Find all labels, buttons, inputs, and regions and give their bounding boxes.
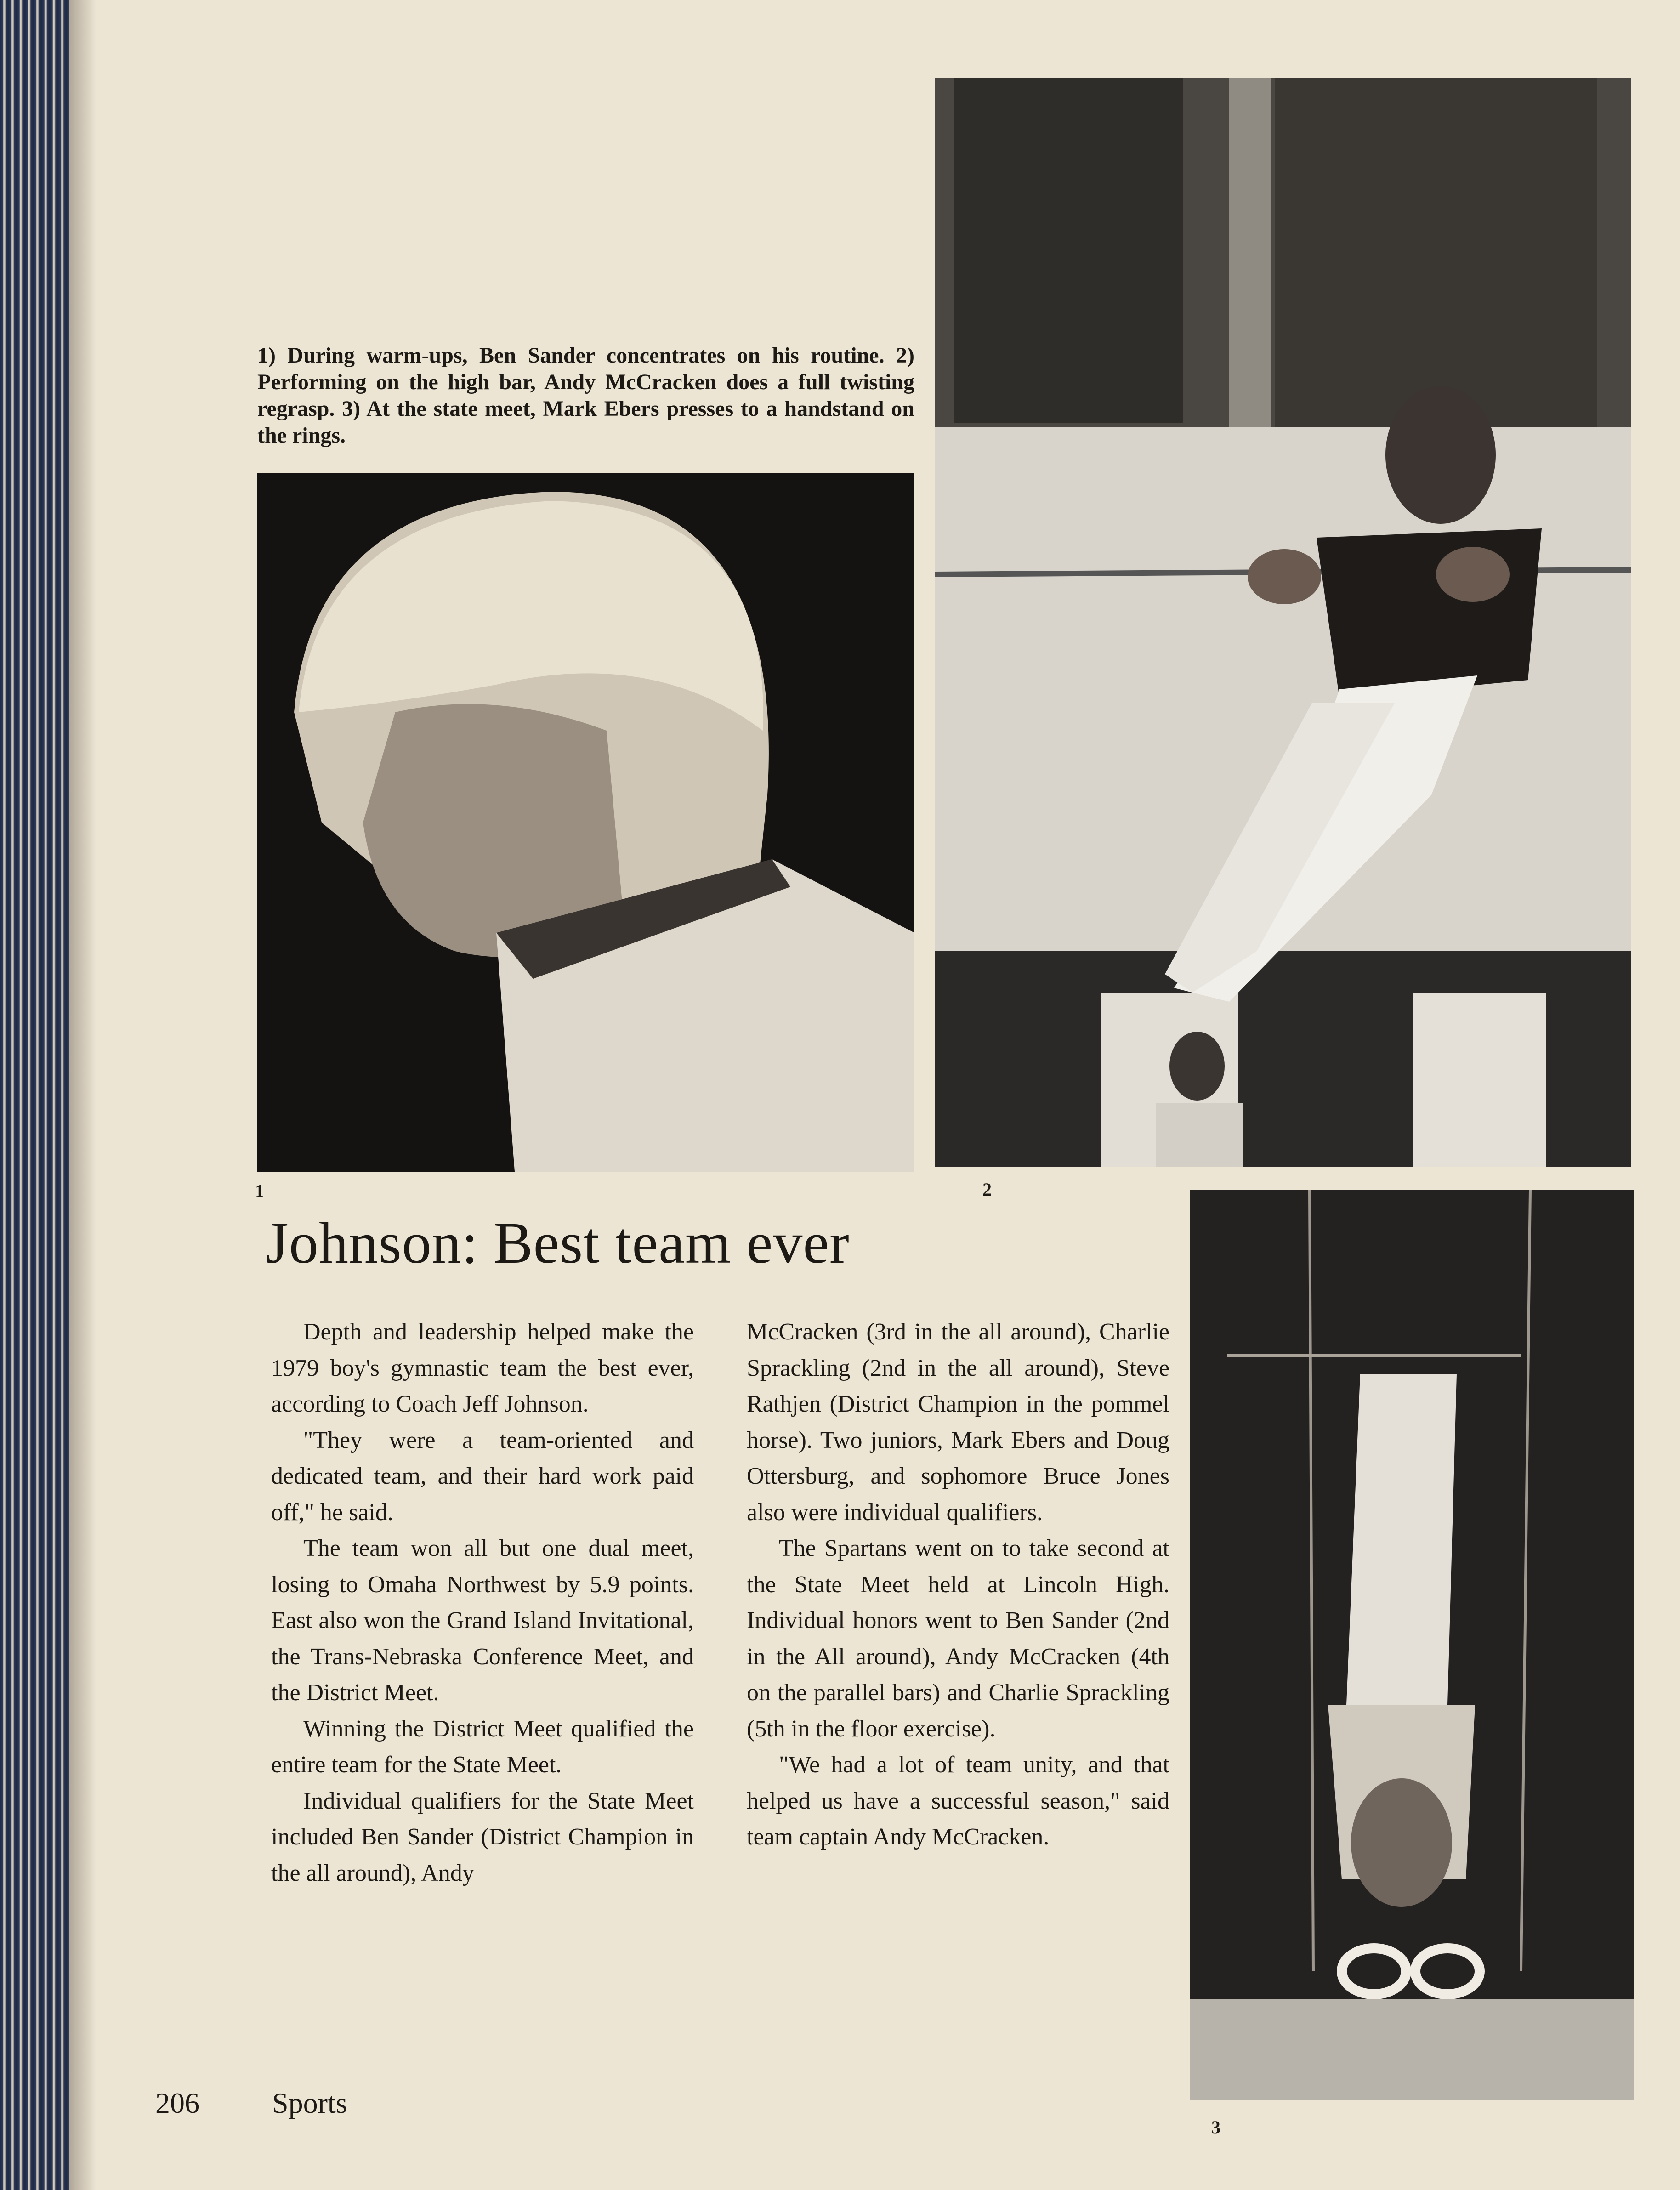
photo-warm-up-portrait	[257, 473, 914, 1172]
figure-number-2: 2	[982, 1179, 992, 1200]
figure-number-1: 1	[255, 1180, 264, 1201]
paragraph: McCracken (3rd in the all around), Charlie Sprackling (2nd in the all around), Steve Rathjen (District Champion in the pommel horse). Two juniors, Mark Ebers and Doug Ottersburg, and sophomore Bruce Jones also were individual qualifiers.	[747, 1319, 1169, 1526]
section-name: Sports	[272, 2087, 347, 2119]
paragraph: Individual qualifiers for the State Meet included Ben Sander (District Champion in the all around), Andy	[271, 1787, 694, 1886]
photo-rings-handstand	[1190, 1190, 1634, 2100]
book-binding	[0, 0, 69, 2190]
photo-caption: 1) During warm-ups, Ben Sander concentrates on his routine. 2) Performing on the high bar, Andy McCracken does a full twisting regrasp. 3) At the state meet, Mark Ebers presses to a handstand on the rings.	[257, 343, 914, 448]
binding-shadow	[69, 0, 96, 2190]
paragraph: Winning the District Meet qualified the entire team for the State Meet.	[271, 1715, 694, 1778]
paragraph: "They were a team-oriented and dedicated team, and their hard work paid off," he said.	[271, 1427, 694, 1526]
article-column-right	[747, 1314, 1169, 1855]
article-headline: Johnson: Best team ever	[266, 1210, 850, 1276]
page-number: 206	[155, 2087, 199, 2119]
photo-high-bar	[935, 78, 1631, 1167]
paragraph: The Spartans went on to take second at the State Meet held at Lincoln High. Individual honors went to Ben Sander (2nd in the All around), Andy McCracken (4th on the parallel bars) and Charlie Sprackling (5th in the floor exercise).	[747, 1535, 1169, 1742]
figure-number-3: 3	[1211, 2117, 1220, 2138]
paragraph: "We had a lot of team unity, and that helped us have a successful season," said team captain Andy McCracken.	[747, 1752, 1169, 1850]
paragraph: The team won all but one dual meet, losing to Omaha Northwest by 5.9 points. East also won the Grand Island Invitational, the Trans-Nebraska Conference Meet, and the District Meet.	[271, 1535, 694, 1706]
paragraph: Depth and leadership helped make the 1979 boy's gymnastic team the best ever, according to Coach Jeff Johnson.	[271, 1319, 694, 1417]
article-column-left	[271, 1314, 694, 1891]
